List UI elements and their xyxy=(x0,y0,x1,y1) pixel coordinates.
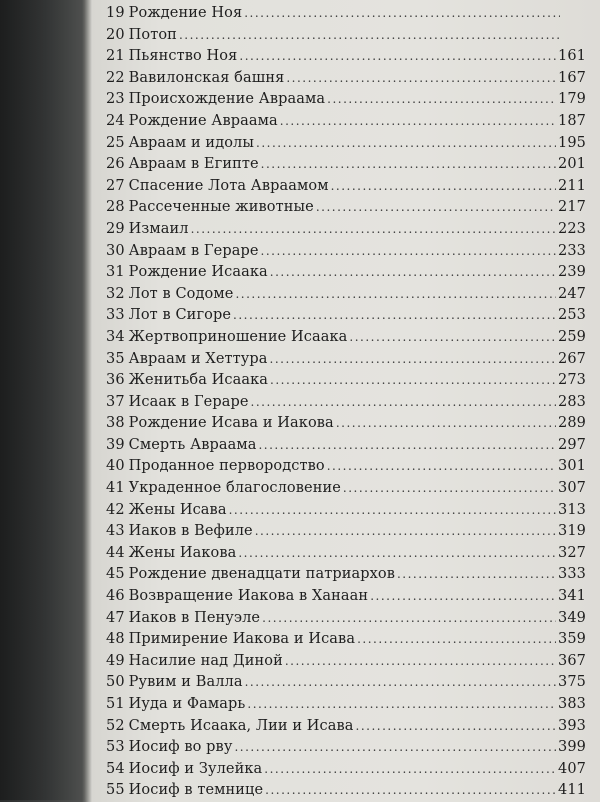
toc-page-number: 327 xyxy=(558,544,586,561)
toc-entry xyxy=(106,89,586,111)
toc-page-number: 233 xyxy=(558,242,586,259)
toc-chapter-title: Вавилонская башня xyxy=(128,69,285,86)
toc-dot-leader xyxy=(261,241,557,263)
toc-chapter-title: Иуда и Фамарь xyxy=(128,696,246,712)
toc-chapter-title: Возвращение Иакова в Ханаан xyxy=(128,588,369,605)
toc-dot-leader xyxy=(280,111,556,133)
toc-chapter-number: 51 xyxy=(106,696,125,712)
toc-dot-leader xyxy=(238,543,556,565)
toc-chapter-title: Рассеченные животные xyxy=(128,199,314,216)
toc-chapter-number: 54 xyxy=(106,760,125,777)
toc-entry xyxy=(106,392,586,414)
book-page xyxy=(92,0,600,800)
toc-dot-leader xyxy=(270,262,556,284)
toc-chapter-title: Потоп xyxy=(128,26,177,43)
toc-chapter-title: Иосиф во рву xyxy=(128,739,233,756)
toc-page-number: 319 xyxy=(558,523,586,540)
toc-chapter-number: 26 xyxy=(106,156,125,173)
toc-dot-leader xyxy=(336,413,556,435)
toc-chapter-title: Исаак в Гераре xyxy=(128,393,249,410)
toc-dot-leader xyxy=(356,716,556,738)
toc-chapter-title: Рождение Исава и Иакова xyxy=(128,415,334,432)
toc-chapter-title: Рождение Исаака xyxy=(128,264,268,281)
toc-page-number: 297 xyxy=(558,436,586,453)
toc-dot-leader xyxy=(251,392,556,414)
toc-dot-leader xyxy=(343,478,556,500)
toc-dot-leader xyxy=(264,759,556,781)
toc-chapter-title: Авраам в Гераре xyxy=(128,242,259,259)
toc-dot-leader xyxy=(233,305,556,327)
book-spine-shadow xyxy=(0,0,92,800)
toc-entry xyxy=(106,608,586,630)
toc-page-number: 201 xyxy=(558,156,586,173)
toc-dot-leader xyxy=(262,608,556,630)
toc-chapter-number: 29 xyxy=(106,220,125,237)
toc-chapter-number: 48 xyxy=(106,631,125,648)
toc-dot-leader xyxy=(331,176,556,198)
toc-page-number: 253 xyxy=(558,307,586,324)
toc-chapter-title: Женитьба Исаака xyxy=(128,372,269,389)
toc-entry xyxy=(106,716,586,738)
toc-page-number: 167 xyxy=(558,69,586,86)
toc-entry xyxy=(106,564,586,586)
toc-chapter-number: 32 xyxy=(106,285,125,302)
toc-page-number: 187 xyxy=(558,112,586,129)
toc-chapter-number: 25 xyxy=(106,134,125,151)
toc-dot-leader xyxy=(244,3,560,25)
toc-dot-leader xyxy=(255,521,556,543)
toc-chapter-number: 53 xyxy=(106,739,125,756)
toc-entry xyxy=(106,737,586,759)
toc-page-number: 283 xyxy=(558,393,586,410)
toc-entry xyxy=(106,586,586,608)
toc-chapter-number: 24 xyxy=(106,112,125,129)
toc-entry xyxy=(106,241,586,263)
toc-dot-leader xyxy=(191,219,556,241)
toc-chapter-number: 19 xyxy=(106,5,125,21)
toc-entry xyxy=(106,435,586,457)
toc-entry xyxy=(106,521,586,543)
toc-chapter-number: 39 xyxy=(106,436,125,453)
toc-chapter-title: Авраам и Хеттура xyxy=(128,350,268,367)
toc-dot-leader xyxy=(179,25,560,47)
toc-page-number: 393 xyxy=(558,717,586,734)
toc-entry xyxy=(106,478,586,500)
toc-chapter-title: Смерть Авраама xyxy=(128,436,257,453)
toc-dot-leader xyxy=(235,284,556,306)
toc-page-number: 367 xyxy=(558,652,586,669)
toc-entry xyxy=(106,759,586,781)
toc-chapter-title: Смерть Исаака, Лии и Исава xyxy=(128,717,354,734)
toc-chapter-title: Проданное первородство xyxy=(128,458,325,475)
toc-entry xyxy=(106,543,586,565)
toc-chapter-number: 40 xyxy=(106,458,125,475)
toc-page-number: 333 xyxy=(558,566,586,583)
toc-dot-leader xyxy=(397,564,556,586)
toc-chapter-title: Иосиф и Зулейка xyxy=(128,760,263,777)
toc-chapter-title: Насилие над Диной xyxy=(128,652,283,669)
toc-dot-leader xyxy=(229,500,556,522)
toc-chapter-title: Рождение Ноя xyxy=(128,5,243,21)
toc-page-number: 341 xyxy=(558,588,586,605)
toc-chapter-title: Рувим и Валла xyxy=(128,674,243,691)
toc-chapter-title: Жены Иакова xyxy=(128,544,237,561)
toc-chapter-title: Жены Исава xyxy=(128,501,227,518)
toc-chapter-number: 23 xyxy=(106,91,125,108)
toc-dot-leader xyxy=(285,651,556,673)
toc-chapter-title: Жертвоприношение Исаака xyxy=(128,328,348,345)
toc-chapter-number: 50 xyxy=(106,674,125,691)
toc-entry xyxy=(106,672,586,694)
toc-dot-leader xyxy=(357,629,556,651)
toc-entry xyxy=(106,219,586,241)
toc-page-number: 359 xyxy=(558,631,586,648)
toc-entry xyxy=(106,176,586,198)
toc-page-number: 267 xyxy=(558,350,586,367)
toc-entry xyxy=(106,68,586,90)
toc-entry xyxy=(106,197,586,219)
toc-chapter-title: Иаков в Вефиле xyxy=(128,523,253,540)
toc-page-number: 407 xyxy=(558,760,586,777)
toc-entry xyxy=(106,25,586,47)
toc-entry xyxy=(106,456,586,478)
toc-chapter-title: Примирение Иакова и Исава xyxy=(128,631,356,648)
toc-page-number: 273 xyxy=(558,372,586,389)
toc-page-number: 179 xyxy=(558,91,586,108)
toc-entry xyxy=(106,133,586,155)
toc-entry xyxy=(106,262,586,284)
toc-page-number: 223 xyxy=(558,220,586,237)
toc-dot-leader xyxy=(270,349,556,371)
toc-page-number: 313 xyxy=(558,501,586,518)
toc-dot-leader xyxy=(349,327,556,349)
toc-dot-leader xyxy=(256,133,556,155)
toc-dot-leader xyxy=(247,694,556,716)
toc-dot-leader xyxy=(258,435,556,457)
toc-page-number: 411 xyxy=(558,782,586,799)
page-edge xyxy=(84,0,90,800)
toc-chapter-title: Лот в Содоме xyxy=(128,285,234,302)
toc-page-number: 383 xyxy=(558,696,586,712)
toc-chapter-title: Измаил xyxy=(128,220,189,237)
toc-page-number: 161 xyxy=(558,48,586,65)
toc-chapter-number: 30 xyxy=(106,242,125,259)
toc-entry xyxy=(106,651,586,673)
toc-page-number: 259 xyxy=(558,328,586,345)
toc-chapter-title: Происхождение Авраама xyxy=(128,91,326,108)
toc-chapter-number: 33 xyxy=(106,307,125,324)
toc-chapter-title: Иосиф в темнице xyxy=(128,782,264,799)
toc-chapter-title: Авраам и идолы xyxy=(128,134,255,151)
toc-chapter-number: 38 xyxy=(106,415,125,432)
toc-dot-leader xyxy=(286,68,556,90)
toc-entry xyxy=(106,413,586,435)
toc-chapter-title: Рождение Авраама xyxy=(128,112,278,129)
toc-page-number: 307 xyxy=(558,480,586,497)
toc-dot-leader xyxy=(265,780,556,802)
toc-chapter-number: 37 xyxy=(106,393,125,410)
toc-page-number: 247 xyxy=(558,285,586,302)
toc-entry xyxy=(106,694,586,716)
toc-chapter-number: 55 xyxy=(106,782,125,799)
toc-page-number: 195 xyxy=(558,134,586,151)
toc-dot-leader xyxy=(316,197,556,219)
toc-page-number: 349 xyxy=(558,609,586,626)
toc-chapter-number: 35 xyxy=(106,350,125,367)
toc-entry xyxy=(106,780,586,802)
toc-chapter-number: 45 xyxy=(106,566,125,583)
toc-entry xyxy=(106,154,586,176)
toc-chapter-number: 28 xyxy=(106,199,125,216)
toc-entry xyxy=(106,500,586,522)
toc-chapter-number: 47 xyxy=(106,609,125,626)
toc-chapter-number: 22 xyxy=(106,69,125,86)
toc-chapter-number: 36 xyxy=(106,372,125,389)
toc-page-number: 211 xyxy=(558,177,586,194)
toc-entry xyxy=(106,349,586,371)
toc-dot-leader xyxy=(245,672,556,694)
toc-chapter-number: 42 xyxy=(106,501,125,518)
toc-chapter-number: 43 xyxy=(106,523,125,540)
toc-page-number: 399 xyxy=(558,739,586,756)
toc-entry xyxy=(106,370,586,392)
toc-page-number: 217 xyxy=(558,199,586,216)
toc-entry xyxy=(106,305,586,327)
toc-chapter-title: Украденное благословение xyxy=(128,480,341,497)
toc-entry xyxy=(106,46,586,68)
toc-chapter-number: 21 xyxy=(106,48,125,65)
toc-chapter-title: Рождение двенадцати патриархов xyxy=(128,566,395,583)
toc-dot-leader xyxy=(270,370,556,392)
toc-dot-leader xyxy=(370,586,556,608)
toc-dot-leader xyxy=(261,154,556,176)
toc-chapter-number: 46 xyxy=(106,588,125,605)
toc-page-number: 289 xyxy=(558,415,586,432)
toc-chapter-title: Иаков в Пенуэле xyxy=(128,609,261,626)
table-of-contents xyxy=(106,3,586,802)
toc-chapter-number: 49 xyxy=(106,652,125,669)
toc-chapter-title: Лот в Сигоре xyxy=(128,307,232,324)
toc-chapter-number: 34 xyxy=(106,328,125,345)
toc-chapter-number: 41 xyxy=(106,480,125,497)
toc-chapter-number: 31 xyxy=(106,264,125,281)
toc-chapter-number: 52 xyxy=(106,717,125,734)
toc-chapter-title: Авраам в Египте xyxy=(128,156,259,173)
toc-chapter-title: Пьянство Ноя xyxy=(128,48,238,65)
toc-entry xyxy=(106,629,586,651)
toc-page-number: 239 xyxy=(558,264,586,281)
toc-page-number: 301 xyxy=(558,458,586,475)
toc-entry xyxy=(106,111,586,133)
toc-entry xyxy=(106,3,586,25)
toc-chapter-title: Спасение Лота Авраамом xyxy=(128,177,329,194)
toc-dot-leader xyxy=(234,737,556,759)
toc-entry xyxy=(106,327,586,349)
toc-page-number: 375 xyxy=(558,674,586,691)
toc-dot-leader xyxy=(239,46,556,68)
toc-chapter-number: 27 xyxy=(106,177,125,194)
toc-dot-leader xyxy=(327,456,556,478)
toc-dot-leader xyxy=(327,89,556,111)
toc-chapter-number: 20 xyxy=(106,26,125,43)
toc-chapter-number: 44 xyxy=(106,544,125,561)
toc-entry xyxy=(106,284,586,306)
